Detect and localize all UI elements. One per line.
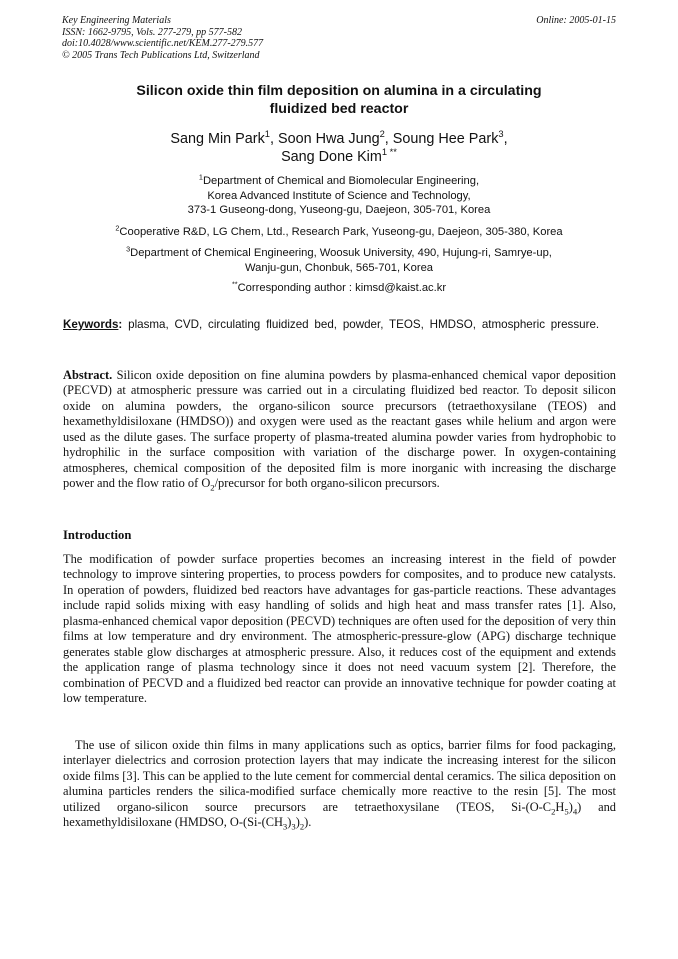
subscript: 2 bbox=[551, 806, 556, 817]
author-name: Sang Min Park bbox=[170, 131, 265, 147]
affiliation-text: Department of Chemical Engineering, Woosuk University, 490, Hujung-ri, Samrye-up, bbox=[130, 247, 552, 259]
affiliation-3 bbox=[40, 246, 638, 275]
affiliation-text: Cooperative R&D, LG Chem, Ltd., Research Park, Yuseong-gu, Daejeon, 305-380, Korea bbox=[119, 226, 563, 238]
corresponding-author bbox=[40, 281, 638, 296]
author-affil-mark: 2 bbox=[379, 129, 385, 140]
author-name: Sang Done Kim bbox=[281, 149, 382, 165]
subscript: 3 bbox=[291, 821, 296, 832]
author-name: Soon Hwa Jung bbox=[277, 131, 380, 147]
formula-part: ) and hexamethyldisiloxane (HMDSO, O-(Si-(CH bbox=[63, 799, 616, 830]
author-separator: , bbox=[269, 131, 278, 147]
formula-part: ). bbox=[304, 815, 312, 830]
corresponding-mark: ** bbox=[231, 279, 238, 289]
abstract-text: Silicon oxide deposition on fine alumina powders by plasma-enhanced chemical vapor deposition (PECVD) at atmospheric pressure was carried out in a circulating fluidized bed reactor. To deposit silicon oxide on alumina powders, the organo-silicon source precursors (tetraethoxysilane (TEOS) and hexamethyldisiloxane (HMDSO)) and oxygen were used as the reactant gases while helium and argon were used as the dilute gases. The surface property of plasma-treated alumina powder varies from hydrophobic to hydrophilic in the surface composition with variation of the discharge power. In oxygen-containing atmospheres, chemical composition of the deposited film is more inorganic with increasing the discharge power and the flow ratio of O bbox=[63, 368, 616, 491]
journal-header bbox=[62, 15, 616, 61]
affiliation-1 bbox=[40, 174, 638, 218]
author-name: Soung Hee Park bbox=[392, 131, 499, 147]
introduction-heading: Introduction bbox=[63, 528, 132, 542]
paper-title bbox=[62, 82, 616, 118]
introduction-paragraph-2 bbox=[63, 738, 616, 831]
subscript: 2 bbox=[299, 821, 305, 832]
author-list bbox=[62, 130, 616, 166]
journal-issn: ISSN: 1662-9795, Vols. 277-279, pp 577-582 bbox=[62, 26, 242, 38]
author-line-1 bbox=[62, 130, 616, 148]
subscript: 3 bbox=[282, 821, 288, 832]
affiliation-line: 373-1 Guseong-dong, Yuseong-gu, Daejeon, 305-701, Korea bbox=[187, 204, 491, 217]
affiliation-mark: 3 bbox=[126, 244, 131, 254]
affiliation-text: Department of Chemical and Biomolecular Engineering, bbox=[202, 175, 480, 187]
abstract-label: Abstract. bbox=[63, 368, 113, 382]
online-date: Online: 2005-01-15 bbox=[536, 15, 616, 26]
author-affil-mark: 3 bbox=[498, 129, 504, 140]
corresponding-email: Corresponding author : kimsd@kaist.ac.kr bbox=[237, 282, 447, 294]
subscript: 4 bbox=[572, 806, 578, 817]
keywords bbox=[63, 318, 616, 332]
affiliation-2 bbox=[40, 225, 638, 240]
affiliation-line: Wanju-gun, Chonbuk, 565-701, Korea bbox=[244, 261, 434, 274]
keywords-text: plasma, CVD, circulating fluidized bed, powder, TEOS, HMDSO, atmospheric pressure. bbox=[122, 318, 600, 331]
formula-part: ) bbox=[287, 815, 292, 830]
keywords-colon: : bbox=[118, 318, 123, 331]
abstract bbox=[63, 368, 616, 492]
author-affil-mark: 1 bbox=[264, 129, 270, 140]
formula-part: H bbox=[555, 799, 565, 814]
abstract-o2-subscript: 2 bbox=[210, 482, 215, 493]
journal-copyright: © 2005 Trans Tech Publications Ltd, Switzerland bbox=[62, 49, 260, 61]
formula-part: ) bbox=[295, 815, 300, 830]
journal-doi: doi:10.4028/www.scientific.net/KEM.277-279.577 bbox=[62, 38, 264, 49]
affiliation-line bbox=[40, 246, 638, 261]
affiliation-mark: 1 bbox=[198, 172, 203, 182]
intro-p2-text: The use of silicon oxide thin films in many applications such as optics, barrier films for food packaging, interlayer dielectrics and corrosion protection layers that may indicate the increasing interest for the silicon oxide films [3]. This can be applied to the lute cement for commercial dental ceramics. The silica deposition on alumina particles renders the silica-modified surface chemically more reactive to the resin [5]. The most utilized organo-silicon source precursors are tetraethoxysilane (TEOS, Si-(O-C bbox=[63, 738, 616, 814]
introduction-paragraph-1: The modification of powder surface properties becomes an increasing interest in the field of powder technology to improve sintering properties, to process powders for composites, and to produce new catalysts. In operation of powders, fluidized bed reactors have advantages for gas-particle reactions. These advantages include rapid solids mixing with easy handling of solids and high heat and mass transfer rates [1]. Also, plasma-enhanced chemical vapor deposition (PECVD) techniques are often used for the deposition of very thin films at low temperature and dry environment. The atmospheric-pressure-glow (APG) discharge technique generates stable glow discharges at atmospheric pressure. Also, it reduces cost of the equipment and extends the application range of plasma technology since it does not need vacuum system [2]. Therefore, the combination of PECVD and a fluidized bed reactor can provide an innovative technique for powder coating at low temperature. bbox=[63, 552, 616, 706]
author-separator: , bbox=[503, 131, 508, 147]
author-affil-mark: 1 ** bbox=[381, 147, 397, 158]
affiliation-line bbox=[40, 225, 638, 240]
affiliation-mark: 2 bbox=[115, 223, 120, 233]
title-line-2: fluidized bed reactor bbox=[269, 101, 409, 117]
journal-name: Key Engineering Materials bbox=[62, 15, 171, 26]
affiliation-line: Korea Advanced Institute of Science and Technology, bbox=[207, 189, 471, 202]
formula-part: ) bbox=[568, 799, 573, 814]
affiliation-line bbox=[40, 174, 638, 189]
keywords-label: Keywords bbox=[63, 318, 119, 331]
affiliation-line bbox=[40, 281, 638, 296]
subscript: 5 bbox=[564, 806, 569, 817]
title-line-1: Silicon oxide thin film deposition on alumina in a circulating bbox=[136, 83, 542, 99]
author-separator: , bbox=[384, 131, 393, 147]
author-line-2 bbox=[62, 148, 616, 166]
abstract-end: /precursor for both organo-silicon precursors. bbox=[214, 476, 440, 491]
